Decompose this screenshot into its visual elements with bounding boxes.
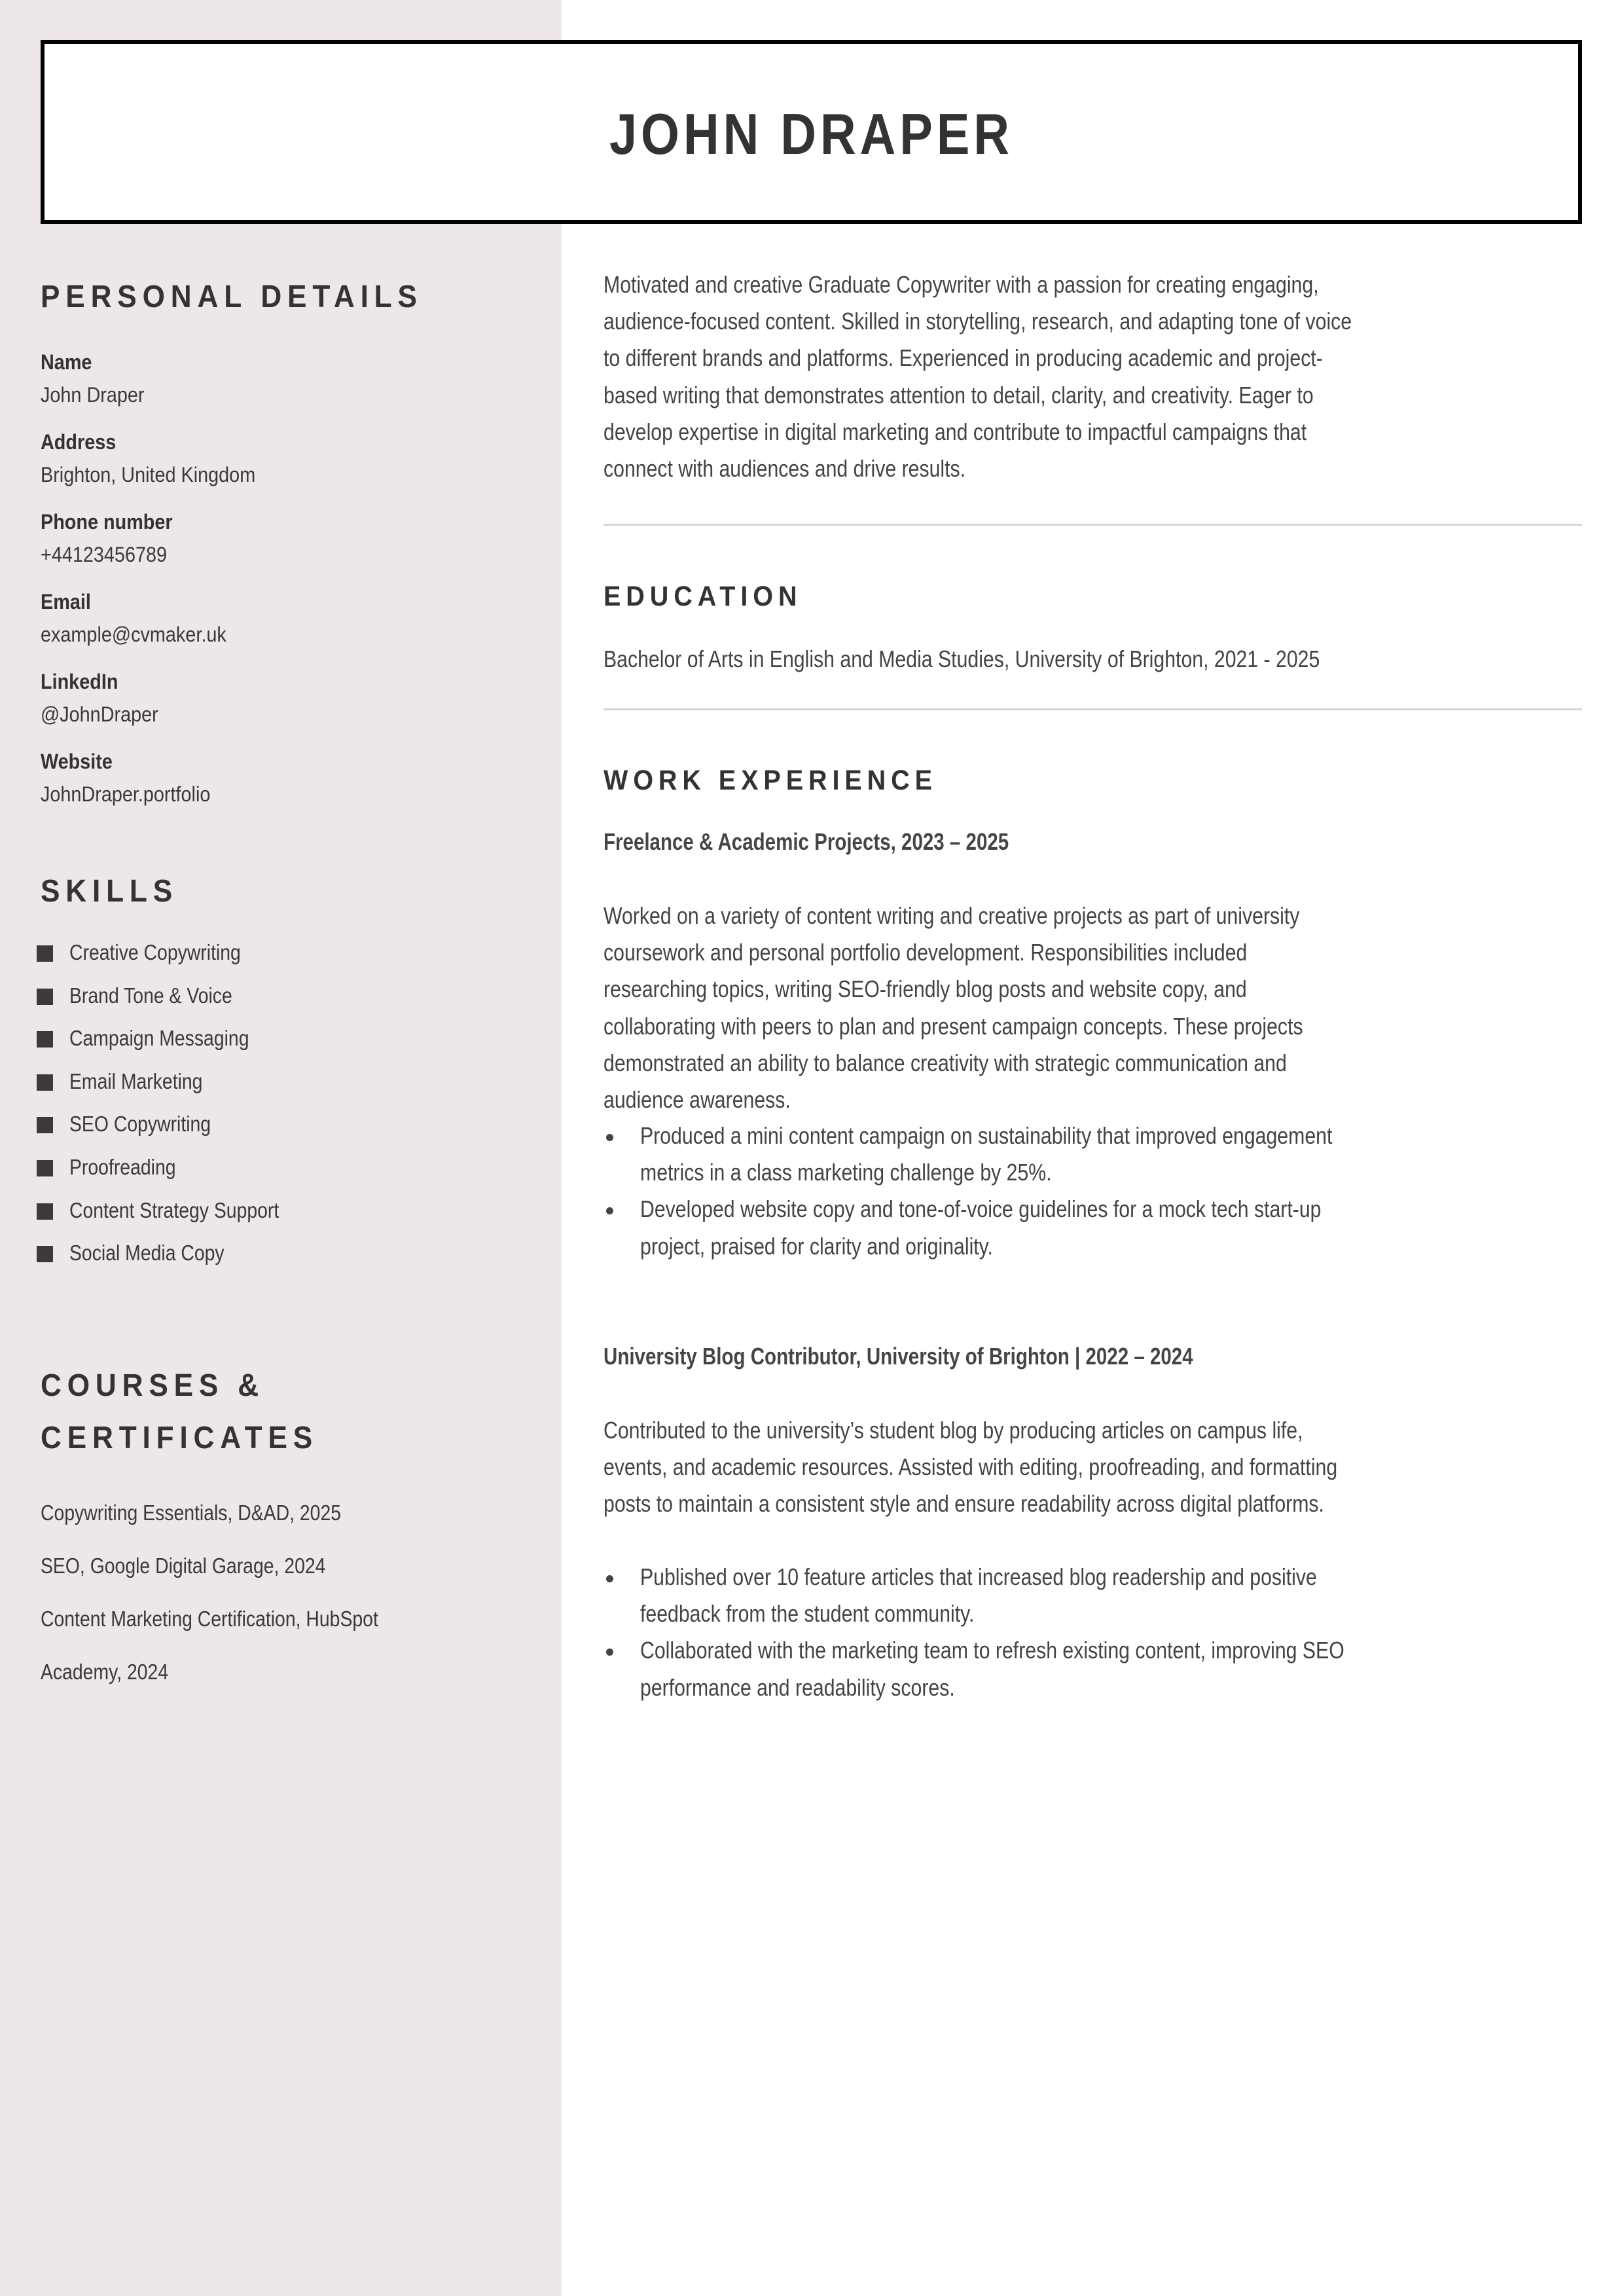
skill-item: Social Media Copy	[69, 1241, 225, 1266]
detail-value: @JohnDraper	[41, 702, 158, 726]
bullet-dot-icon	[606, 1134, 613, 1141]
section-divider	[604, 708, 1582, 710]
bullet-square-icon	[37, 1074, 53, 1091]
job-bullet-line: Developed website copy and tone-of-voice guidelines for a mock tech start-up	[640, 1195, 1322, 1223]
courses-heading: CERTIFICATES	[41, 1421, 319, 1455]
detail-label: Email	[41, 590, 91, 613]
bullet-square-icon	[37, 1031, 53, 1048]
job-description-line: events, and academic resources. Assisted with editing, proofreading, and formatting	[604, 1453, 1338, 1481]
bullet-square-icon	[37, 1203, 53, 1220]
job-description-line: Contributed to the university’s student blog by producing articles on campus life,	[604, 1417, 1303, 1444]
detail-label: Address	[41, 430, 117, 454]
job-description-line: coursework and personal portfolio development. Responsibilities included	[604, 939, 1248, 966]
job-description-line: Worked on a variety of content writing and creative projects as part of university	[604, 902, 1300, 929]
job-bullet-line: Collaborated with the marketing team to refresh existing content, improving SEO	[640, 1637, 1344, 1664]
sidebar	[0, 0, 562, 2296]
bullet-dot-icon	[606, 1575, 613, 1582]
detail-value: John Draper	[41, 383, 145, 407]
courses-heading: COURSES &	[41, 1368, 265, 1403]
summary-line: connect with audiences and drive results.	[604, 455, 966, 482]
course-item: Copywriting Essentials, D&AD, 2025	[41, 1501, 342, 1525]
personal-details-heading: PERSONAL DETAILS	[41, 280, 423, 314]
course-item: Content Marketing Certification, HubSpot	[41, 1607, 378, 1631]
job-description-line: collaborating with peers to plan and present campaign concepts. These projects	[604, 1012, 1303, 1040]
job-bullet-line: feedback from the student community.	[640, 1600, 975, 1628]
candidate-name: JOHN DRAPER	[609, 101, 1014, 166]
job-description-line: audience awareness.	[604, 1086, 791, 1113]
course-item: Academy, 2024	[41, 1660, 169, 1684]
bullet-square-icon	[37, 1117, 53, 1133]
skill-item: Email Marketing	[69, 1068, 203, 1093]
detail-value: example@cvmaker.uk	[41, 623, 226, 646]
summary-line: Motivated and creative Graduate Copywriter with a passion for creating engaging,	[604, 271, 1319, 298]
job-title: Freelance & Academic Projects, 2023 – 2025	[604, 828, 1009, 855]
bullet-dot-icon	[606, 1649, 613, 1656]
detail-label: Name	[41, 350, 92, 374]
summary-line: to different brands and platforms. Experienced in producing academic and project-	[604, 344, 1323, 372]
detail-value: +44123456789	[41, 543, 168, 566]
skill-item: Proofreading	[69, 1155, 176, 1179]
job-title: University Blog Contributor, University of Brighton | 2022 – 2024	[604, 1343, 1193, 1370]
job-description-line: demonstrated an ability to balance creativity with strategic communication and	[604, 1049, 1287, 1076]
name-header-box	[41, 40, 1582, 224]
job-description-line: posts to maintain a consistent style and ensure readability across digital platforms.	[604, 1490, 1324, 1518]
detail-label: Website	[41, 750, 113, 773]
bullet-dot-icon	[606, 1207, 613, 1214]
skill-item: Creative Copywriting	[69, 940, 241, 964]
skill-item: SEO Copywriting	[69, 1112, 211, 1137]
course-item: SEO, Google Digital Garage, 2024	[41, 1554, 326, 1578]
detail-value: JohnDraper.portfolio	[41, 782, 211, 806]
bullet-square-icon	[37, 1246, 53, 1262]
section-divider	[604, 524, 1582, 526]
work-experience-heading: WORK EXPERIENCE	[604, 765, 937, 796]
summary-line: audience-focused content. Skilled in storytelling, research, and adapting tone of voice	[604, 308, 1352, 335]
skill-item: Content Strategy Support	[69, 1197, 279, 1222]
job-bullet-line: project, praised for clarity and originality.	[640, 1232, 993, 1260]
skill-item: Brand Tone & Voice	[69, 983, 232, 1008]
job-bullet-line: Published over 10 feature articles that increased blog readership and positive	[640, 1563, 1317, 1590]
summary-line: based writing that demonstrates attention to detail, clarity, and creativity. Eager to	[604, 381, 1314, 409]
summary-line: develop expertise in digital marketing and contribute to impactful campaigns that	[604, 418, 1307, 445]
job-bullet-line: Produced a mini content campaign on sustainability that improved engagement	[640, 1122, 1333, 1149]
detail-value: Brighton, United Kingdom	[41, 463, 256, 486]
education-entry: Bachelor of Arts in English and Media Studies, University of Brighton, 2021 - 2025	[604, 646, 1320, 672]
job-bullet-line: metrics in a class marketing challenge by 25%.	[640, 1159, 1052, 1186]
bullet-square-icon	[37, 989, 53, 1005]
bullet-square-icon	[37, 945, 53, 962]
skill-item: Campaign Messaging	[69, 1026, 249, 1051]
job-bullet-line: performance and readability scores.	[640, 1673, 955, 1701]
detail-label: LinkedIn	[41, 670, 118, 693]
education-heading: EDUCATION	[604, 581, 802, 612]
detail-label: Phone number	[41, 510, 173, 534]
job-description-line: researching topics, writing SEO-friendly blog posts and website copy, and	[604, 975, 1247, 1003]
skills-heading: SKILLS	[41, 874, 179, 909]
bullet-square-icon	[37, 1160, 53, 1176]
